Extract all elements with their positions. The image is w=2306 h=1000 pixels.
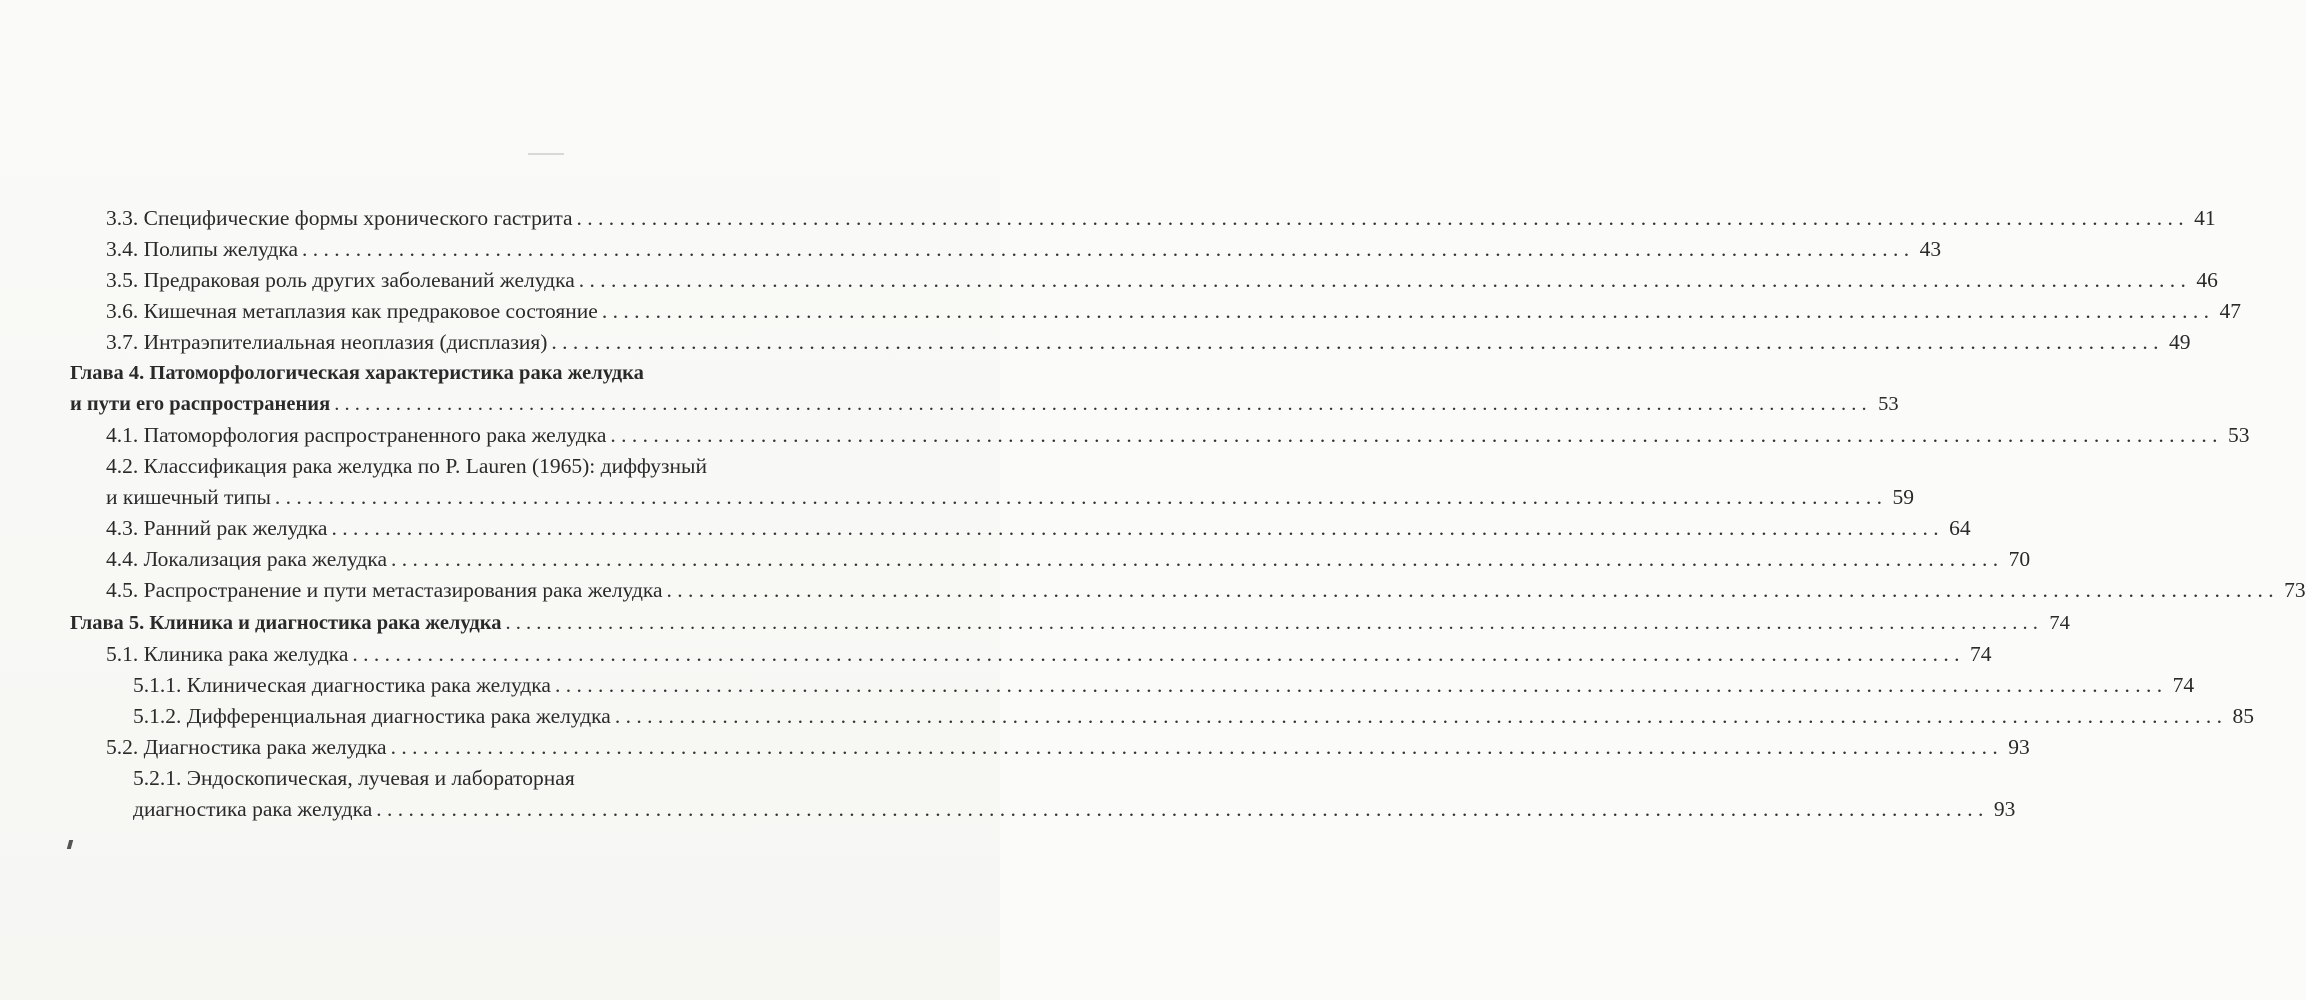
leader-dots <box>275 482 1882 513</box>
toc-subentry <box>70 701 2254 732</box>
entry-title: Предраковая роль других заболеваний желудка <box>143 268 575 292</box>
entry-title: Патоморфология распространенного рака желудка <box>143 423 607 447</box>
entry-title-line2: диагностика рака желудка <box>133 797 373 821</box>
page-number: 59 <box>1892 485 1915 509</box>
chapter-title-line2: и пути его распространения <box>70 393 331 415</box>
toc-subentry-continuation <box>70 794 2016 825</box>
leader-dots <box>391 544 1998 575</box>
toc-subentry <box>70 763 990 794</box>
leader-dots <box>610 420 2217 451</box>
leader-dots <box>602 296 2209 327</box>
entry-number: 4.5. <box>106 578 139 602</box>
entry-title: Дифференциальная диагностика рака желудка <box>186 704 611 728</box>
entry-title-line2: и кишечный типы <box>106 485 271 509</box>
leader-dots <box>577 203 2184 234</box>
entry-number: 3.4. <box>106 237 139 261</box>
toc-subentry <box>70 670 2195 701</box>
entry-title: Локализация рака желудка <box>143 547 387 571</box>
toc-entry <box>70 265 2218 296</box>
toc-entry <box>70 575 2306 606</box>
chapter-heading <box>70 608 2070 639</box>
entry-number: 3.7. <box>106 330 139 354</box>
entry-number: 4.1. <box>106 423 139 447</box>
entry-number: 3.3. <box>106 206 139 230</box>
entry-number: 5.1.2. <box>133 704 182 728</box>
chapter-heading <box>70 358 990 389</box>
entry-number: 3.6. <box>106 299 139 323</box>
leader-dots <box>391 732 1998 763</box>
page-number: 73 <box>2284 578 2306 602</box>
page-number: 85 <box>2232 704 2254 728</box>
entry-number: 5.1.1. <box>133 673 182 697</box>
page-number: 70 <box>2008 547 2031 571</box>
entry-title: Специфические формы хронического гастрита <box>143 206 573 230</box>
print-mark <box>67 840 73 849</box>
entry-title-line1: 4.2. Классификация рака желудка по P. Lauren (1965): диффузный <box>106 454 707 478</box>
entry-title: Клиника рака желудка <box>143 642 349 666</box>
toc-entry <box>70 234 1942 265</box>
toc-entry <box>70 639 1992 670</box>
entry-number: 3.5. <box>106 268 139 292</box>
leader-dots <box>334 389 1866 420</box>
table-of-contents <box>70 203 2306 825</box>
entry-number: 5.1. <box>106 642 139 666</box>
page-number: 74 <box>2172 673 2195 697</box>
leader-dots <box>376 794 1983 825</box>
chapter-title: Глава 5. Клиника и диагностика рака желудка <box>70 612 502 634</box>
page-number: 53 <box>1878 393 1899 415</box>
chapter-heading-continuation <box>70 389 1899 420</box>
leader-dots <box>331 513 1938 544</box>
toc-entry <box>70 513 1971 544</box>
leader-dots <box>551 327 2158 358</box>
entry-title: Интраэпителиальная неоплазия (дисплазия) <box>143 330 548 354</box>
page-number: 49 <box>2169 330 2191 354</box>
toc-entry <box>70 451 990 482</box>
leader-dots <box>352 639 1959 670</box>
entry-number: 5.2. <box>106 735 139 759</box>
page-number: 53 <box>2228 423 2250 447</box>
page-number: 64 <box>1949 516 1971 540</box>
chapter-title-line1: Глава 4. Патоморфологическая характеристика рака желудка <box>70 362 644 384</box>
entry-title: Клиническая диагностика рака желудка <box>186 673 551 697</box>
leader-dots <box>506 608 2038 639</box>
entry-title: Кишечная метаплазия как предраковое состояние <box>143 299 598 323</box>
entry-title-line1: 5.2.1. Эндоскопическая, лучевая и лабораторная <box>133 766 575 790</box>
toc-entry <box>70 732 2030 763</box>
toc-entry <box>70 203 2216 234</box>
leader-dots <box>555 670 2162 701</box>
entry-title: Ранний рак желудка <box>143 516 328 540</box>
leader-dots <box>615 701 2222 732</box>
entry-number: 4.3. <box>106 516 139 540</box>
page-number: 41 <box>2194 206 2216 230</box>
toc-entry <box>70 327 2191 358</box>
page-number: 43 <box>1919 237 1942 261</box>
page-number: 93 <box>1993 797 2016 821</box>
toc-entry <box>70 544 2031 575</box>
toc-entry-continuation <box>70 482 1915 513</box>
toc-entry <box>70 420 2250 451</box>
entry-title: Диагностика рака желудка <box>143 735 387 759</box>
page-number: 93 <box>2008 735 2030 759</box>
page-edge-mark <box>528 153 564 155</box>
leader-dots <box>302 234 1909 265</box>
toc-entry <box>70 296 2241 327</box>
page-number: 74 <box>1970 642 1992 666</box>
page-number: 74 <box>2049 612 2070 634</box>
leader-dots <box>579 265 2186 296</box>
entry-title: Распространение и пути метастазирования рака желудка <box>143 578 663 602</box>
entry-number: 4.4. <box>106 547 139 571</box>
page-number: 47 <box>2219 299 2241 323</box>
page-number: 46 <box>2196 268 2218 292</box>
entry-title: Полипы желудка <box>143 237 299 261</box>
leader-dots <box>667 575 2274 606</box>
